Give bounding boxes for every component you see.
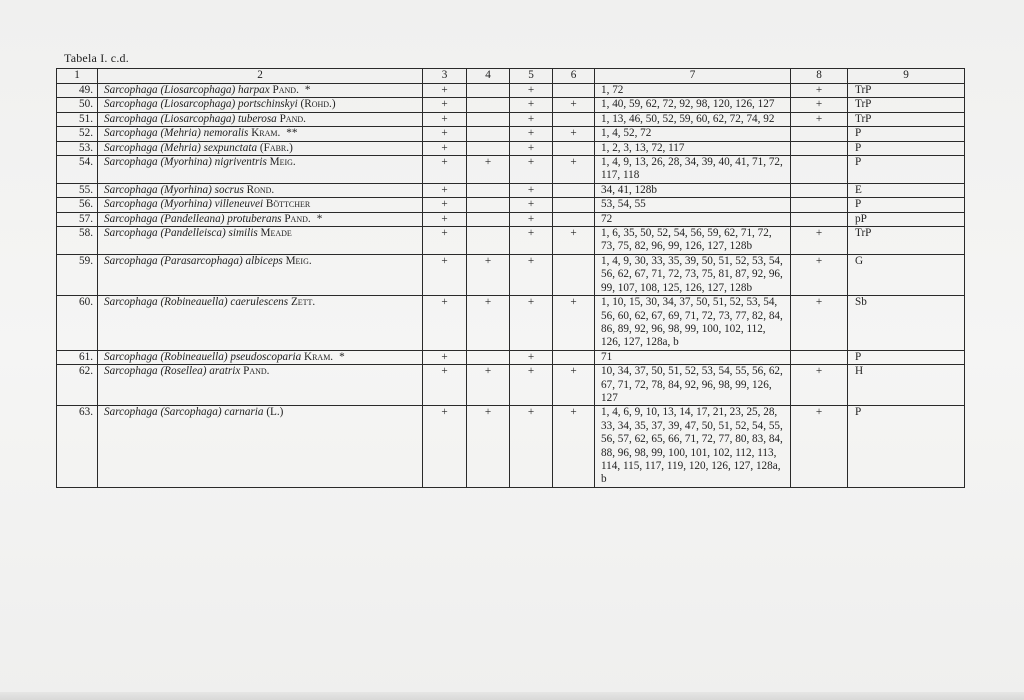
taxon-name (98, 212, 423, 226)
taxon-name (98, 227, 423, 255)
presence-c4 (467, 112, 510, 126)
taxon-text: Sarcophaga (Pandelleisca) similis (104, 227, 258, 240)
distribution-type: P (848, 141, 965, 155)
taxon-mark: * (316, 212, 323, 225)
distribution-type: TrP (848, 98, 965, 112)
locality-list: 34, 41, 128b (595, 183, 791, 197)
presence-c8: + (791, 112, 848, 126)
taxon-author: Pand. (284, 212, 311, 225)
presence-c6: + (553, 296, 595, 351)
presence-c8: + (791, 227, 848, 255)
distribution-type: Sb (848, 296, 965, 351)
presence-c4: + (467, 296, 510, 351)
taxon-name (98, 84, 423, 98)
distribution-type: TrP (848, 84, 965, 98)
page-bottom-edge (0, 692, 1024, 700)
locality-list: 1, 4, 52, 72 (595, 127, 791, 141)
table-row (57, 112, 965, 126)
distribution-type: P (848, 198, 965, 212)
presence-c8 (791, 183, 848, 197)
taxon-author: Pand. (279, 112, 306, 125)
taxon-author: Zett. (290, 296, 316, 309)
presence-c4 (467, 227, 510, 255)
presence-c8: + (791, 365, 848, 406)
presence-c8: + (791, 98, 848, 112)
table-row (57, 141, 965, 155)
presence-c3: + (423, 254, 467, 295)
taxon-text: Sarcophaga (Myorhina) villeneuvei (104, 198, 264, 211)
taxon-author: Böttcher (265, 198, 311, 211)
col-header-9: 9 (848, 69, 965, 84)
taxon-author: (Fabr.) (259, 141, 293, 154)
locality-list: 1, 40, 59, 62, 72, 92, 98, 120, 126, 127 (595, 98, 791, 112)
taxon-name (98, 183, 423, 197)
locality-list: 10, 34, 37, 50, 51, 52, 53, 54, 55, 56, 62, 67, 71, 72, 78, 84, 92, 96, 98, 99, 126, 127 (595, 365, 791, 406)
distribution-type: E (848, 183, 965, 197)
presence-c8: + (791, 296, 848, 351)
locality-list: 1, 10, 15, 30, 34, 37, 50, 51, 52, 53, 54, 56, 60, 62, 67, 69, 71, 72, 73, 77, 82, 84, 86, 89, 92, 96, 98, 99, 100, 102, 112, 126, 127, 128a, b (595, 296, 791, 351)
presence-c4 (467, 350, 510, 364)
presence-c5: + (510, 98, 553, 112)
presence-c3: + (423, 156, 467, 184)
distribution-type: H (848, 365, 965, 406)
col-header-8: 8 (791, 69, 848, 84)
presence-c5: + (510, 183, 553, 197)
locality-list: 71 (595, 350, 791, 364)
distribution-type: P (848, 350, 965, 364)
taxon-text: Sarcophaga (Myorhina) nigriventris (104, 156, 267, 169)
col-header-6: 6 (553, 69, 595, 84)
table-row (57, 84, 965, 98)
presence-c8 (791, 350, 848, 364)
presence-c5: + (510, 112, 553, 126)
distribution-type: pP (848, 212, 965, 226)
presence-c8 (791, 212, 848, 226)
taxon-mark: * (339, 350, 345, 363)
taxon-text: Sarcophaga (Mehria) sexpunctata (104, 141, 258, 154)
taxon-author: Meade (260, 227, 292, 240)
presence-c6 (553, 198, 595, 212)
presence-c8 (791, 156, 848, 184)
presence-c3: + (423, 198, 467, 212)
taxon-mark: * (304, 84, 311, 96)
col-header-2: 2 (98, 69, 423, 84)
taxon-author: Pand. (243, 365, 270, 378)
taxon-author: Meig. (269, 156, 296, 169)
table-row (57, 183, 965, 197)
taxon-name (98, 198, 423, 212)
presence-c4: + (467, 254, 510, 295)
presence-c5: + (510, 156, 553, 184)
presence-c4 (467, 98, 510, 112)
locality-list: 72 (595, 212, 791, 226)
locality-list: 53, 54, 55 (595, 198, 791, 212)
presence-c6: + (553, 156, 595, 184)
table-body (57, 84, 965, 488)
table-row (57, 212, 965, 226)
distribution-type: P (848, 156, 965, 184)
distribution-type: TrP (848, 227, 965, 255)
locality-list: 1, 72 (595, 84, 791, 98)
taxon-text: Sarcophaga (Parasarcophaga) albiceps (104, 254, 283, 267)
presence-c5: + (510, 406, 553, 487)
taxon-text: Sarcophaga (Liosarcophaga) tuberosa (104, 112, 277, 125)
presence-c3: + (423, 141, 467, 155)
taxon-name (98, 296, 423, 351)
taxon-name (98, 254, 423, 295)
presence-c4: + (467, 156, 510, 184)
row-number: 57. (57, 212, 98, 226)
presence-c6: + (553, 406, 595, 487)
row-number: 49. (57, 84, 98, 98)
taxon-text: Sarcophaga (Liosarcophaga) harpax (104, 84, 270, 96)
table-row (57, 296, 965, 351)
taxon-name (98, 156, 423, 184)
presence-c6 (553, 112, 595, 126)
presence-c8 (791, 141, 848, 155)
taxon-name (98, 365, 423, 406)
presence-c3: + (423, 98, 467, 112)
presence-c3: + (423, 227, 467, 255)
table-row (57, 227, 965, 255)
taxon-text: Sarcophaga (Pandelleana) protuberans (104, 212, 282, 225)
taxon-text: Sarcophaga (Myorhina) socrus (104, 183, 244, 196)
presence-c6 (553, 350, 595, 364)
presence-c5: + (510, 198, 553, 212)
presence-c6: + (553, 365, 595, 406)
table-row (57, 98, 965, 112)
presence-c5: + (510, 212, 553, 226)
presence-c6 (553, 212, 595, 226)
locality-list: 1, 4, 9, 30, 33, 35, 39, 50, 51, 52, 53, 54, 56, 62, 67, 71, 72, 73, 75, 81, 87, 92, 96, 99, 107, 108, 125, 126, 127, 128b (595, 254, 791, 295)
table-row (57, 406, 965, 487)
presence-c3: + (423, 183, 467, 197)
presence-c6 (553, 84, 595, 98)
presence-c3: + (423, 365, 467, 406)
taxon-name (98, 127, 423, 141)
presence-c5: + (510, 254, 553, 295)
presence-c4 (467, 212, 510, 226)
presence-c8: + (791, 84, 848, 98)
presence-c3: + (423, 350, 467, 364)
presence-c5: + (510, 227, 553, 255)
taxon-name (98, 406, 423, 487)
distribution-type: P (848, 127, 965, 141)
taxon-author: (Rohd.) (300, 98, 336, 111)
row-number: 59. (57, 254, 98, 295)
presence-c6 (553, 254, 595, 295)
taxon-text: Sarcophaga (Sarcophaga) carnaria (104, 406, 264, 419)
locality-list: 1, 4, 6, 9, 10, 13, 14, 17, 21, 23, 25, 28, 33, 34, 35, 37, 39, 47, 50, 51, 52, 54, 55, 56, 57, 62, 65, 66, 71, 72, 77, 80, 83, 84, 88, 96, 98, 99, 100, 101, 102, 112, 113, 114, 115, 117, 119, 120, 126, 127, 128a, b (595, 406, 791, 487)
presence-c4 (467, 141, 510, 155)
taxon-author: Pand. (272, 84, 299, 96)
presence-c3: + (423, 84, 467, 98)
row-number: 54. (57, 156, 98, 184)
presence-c5: + (510, 350, 553, 364)
row-number: 58. (57, 227, 98, 255)
taxon-author: Kram. (304, 350, 334, 363)
taxon-text: Sarcophaga (Liosarcophaga) portschinskyi (104, 98, 298, 111)
taxon-name (98, 98, 423, 112)
col-header-5: 5 (510, 69, 553, 84)
taxon-text: Sarcophaga (Robineauella) pseudoscoparia (104, 350, 302, 363)
presence-c5: + (510, 84, 553, 98)
row-number: 55. (57, 183, 98, 197)
presence-c5: + (510, 296, 553, 351)
presence-c6 (553, 183, 595, 197)
presence-c8 (791, 198, 848, 212)
presence-c3: + (423, 127, 467, 141)
row-number: 51. (57, 112, 98, 126)
presence-c5: + (510, 365, 553, 406)
presence-c6 (553, 141, 595, 155)
col-header-3: 3 (423, 69, 467, 84)
taxon-text: Sarcophaga (Rosellea) aratrix (104, 365, 241, 378)
distribution-type: G (848, 254, 965, 295)
row-number: 50. (57, 98, 98, 112)
taxon-author: Meig. (285, 254, 312, 267)
locality-list: 1, 13, 46, 50, 52, 59, 60, 62, 72, 74, 92 (595, 112, 791, 126)
presence-c8: + (791, 254, 848, 295)
taxon-name (98, 112, 423, 126)
taxon-name (98, 350, 423, 364)
presence-c4 (467, 127, 510, 141)
presence-c4: + (467, 406, 510, 487)
presence-c8 (791, 127, 848, 141)
row-number: 53. (57, 141, 98, 155)
taxon-text: Sarcophaga (Mehria) nemoralis (104, 127, 249, 140)
locality-list: 1, 4, 9, 13, 26, 28, 34, 39, 40, 41, 71, 72, 117, 118 (595, 156, 791, 184)
locality-list: 1, 2, 3, 13, 72, 117 (595, 141, 791, 155)
presence-c8: + (791, 406, 848, 487)
taxon-mark: ** (286, 127, 298, 140)
taxon-author: Kram. (251, 127, 281, 140)
presence-c3: + (423, 406, 467, 487)
header-row (57, 69, 965, 84)
row-number: 60. (57, 296, 98, 351)
presence-c5: + (510, 127, 553, 141)
row-number: 52. (57, 127, 98, 141)
table-row (57, 365, 965, 406)
row-number: 62. (57, 365, 98, 406)
row-number: 61. (57, 350, 98, 364)
presence-c3: + (423, 212, 467, 226)
presence-c3: + (423, 296, 467, 351)
taxon-author: (L.) (266, 406, 284, 419)
distribution-type: TrP (848, 112, 965, 126)
presence-c4 (467, 183, 510, 197)
presence-c6: + (553, 127, 595, 141)
row-number: 56. (57, 198, 98, 212)
table-row (57, 127, 965, 141)
presence-c5: + (510, 141, 553, 155)
col-header-1: 1 (57, 69, 98, 84)
col-header-4: 4 (467, 69, 510, 84)
presence-c4: + (467, 365, 510, 406)
species-table (56, 68, 965, 488)
presence-c3: + (423, 112, 467, 126)
table-row (57, 254, 965, 295)
row-number: 63. (57, 406, 98, 487)
distribution-type: P (848, 406, 965, 487)
taxon-text: Sarcophaga (Robineauella) caerulescens (104, 296, 289, 309)
table-row (57, 156, 965, 184)
presence-c4 (467, 84, 510, 98)
col-header-7: 7 (595, 69, 791, 84)
table-caption: Tabela I. c.d. (64, 51, 129, 65)
presence-c6: + (553, 98, 595, 112)
locality-list: 1, 6, 35, 50, 52, 54, 56, 59, 62, 71, 72, 73, 75, 82, 96, 99, 126, 127, 128b (595, 227, 791, 255)
taxon-name (98, 141, 423, 155)
presence-c4 (467, 198, 510, 212)
table-row (57, 198, 965, 212)
presence-c6: + (553, 227, 595, 255)
taxon-author: Rond. (246, 183, 275, 196)
table-row (57, 350, 965, 364)
